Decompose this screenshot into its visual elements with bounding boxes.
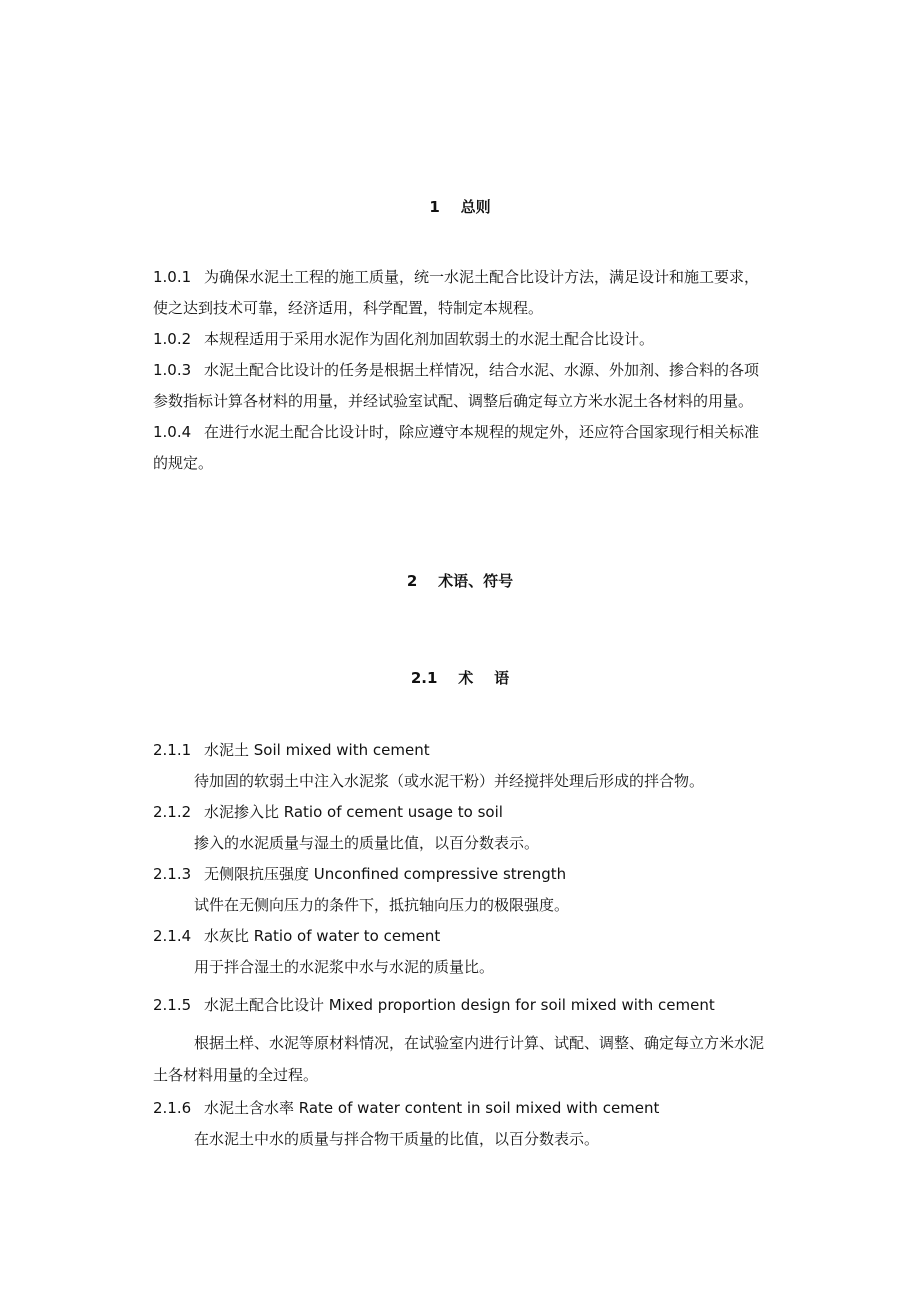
term-number: 2.1.6	[153, 1099, 192, 1117]
term-definition: 用于拌合湿土的水泥浆中水与水泥的质量比。	[194, 958, 495, 976]
term-definition: 土各材料用量的全过程。	[153, 1066, 319, 1084]
clause-number: 1.0.1	[153, 268, 192, 286]
clause-text: 水泥土配合比设计的任务是根据土样情况，结合水泥、水源、外加剂、掺合料的各项	[204, 361, 760, 379]
term-2-1-4	[153, 925, 813, 946]
clause-text: 在进行水泥土配合比设计时，除应遵守本规程的规定外，还应符合国家现行相关标准	[204, 423, 760, 441]
clause-1-0-3	[153, 355, 813, 417]
term-title: 水泥土 Soil mixed with cement	[204, 741, 430, 759]
section-2-1-heading: 2.1 术 语	[410, 669, 510, 687]
term-number: 2.1.3	[153, 865, 192, 883]
clause-text: 的规定。	[153, 454, 214, 472]
clause-text: 使之达到技术可靠，经济适用，科学配置，特制定本规程。	[153, 299, 544, 317]
term-definition: 待加固的软弱土中注入水泥浆（或水泥干粉）并经搅拌处理后形成的拌合物。	[194, 772, 705, 790]
clause-text: 为确保水泥土工程的施工质量，统一水泥土配合比设计方法，满足设计和施工要求，	[204, 268, 760, 286]
chapter-1-heading: 1 总则	[429, 198, 491, 216]
clause-1-0-2	[153, 324, 813, 355]
term-definition: 在水泥土中水的质量与拌合物干质量的比值，以百分数表示。	[194, 1130, 600, 1148]
clause-number: 1.0.4	[153, 423, 192, 441]
term-definition-block	[153, 1027, 813, 1091]
term-2-1-2	[153, 801, 813, 822]
term-2-1-1	[153, 739, 813, 760]
term-number: 2.1.2	[153, 803, 192, 821]
term-title: 水泥土配合比设计 Mixed proportion design for soil mixed with cement	[204, 996, 715, 1014]
term-title: 水泥掺入比 Ratio of cement usage to soil	[204, 803, 503, 821]
term-2-1-3	[153, 863, 813, 884]
clause-number: 1.0.3	[153, 361, 192, 379]
clause-text: 本规程适用于采用水泥作为固化剂加固软弱土的水泥土配合比设计。	[204, 330, 655, 348]
term-title: 无侧限抗压强度 Unconfined compressive strength	[204, 865, 567, 883]
term-2-1-5	[153, 994, 813, 1015]
term-title: 水泥土含水率 Rate of water content in soil mixed with cement	[204, 1099, 660, 1117]
term-definition: 掺入的水泥质量与湿土的质量比值，以百分数表示。	[194, 834, 540, 852]
term-title: 水灰比 Ratio of water to cement	[204, 927, 441, 945]
clause-1-0-1	[153, 262, 813, 324]
clause-1-0-4	[153, 417, 813, 479]
term-number: 2.1.4	[153, 927, 192, 945]
clause-number: 1.0.2	[153, 330, 192, 348]
clause-text: 参数指标计算各材料的用量，并经试验室试配、调整后确定每立方米水泥土各材料的用量。	[153, 392, 754, 410]
chapter-2-heading: 2 术语、符号	[406, 572, 514, 590]
term-number: 2.1.5	[153, 996, 192, 1014]
term-definition: 根据土样、水泥等原材料情况，在试验室内进行计算、试配、调整、确定每立方米水泥	[194, 1034, 765, 1052]
term-2-1-6	[153, 1097, 813, 1118]
term-definition: 试件在无侧向压力的条件下，抵抗轴向压力的极限强度。	[194, 896, 570, 914]
term-number: 2.1.1	[153, 741, 192, 759]
